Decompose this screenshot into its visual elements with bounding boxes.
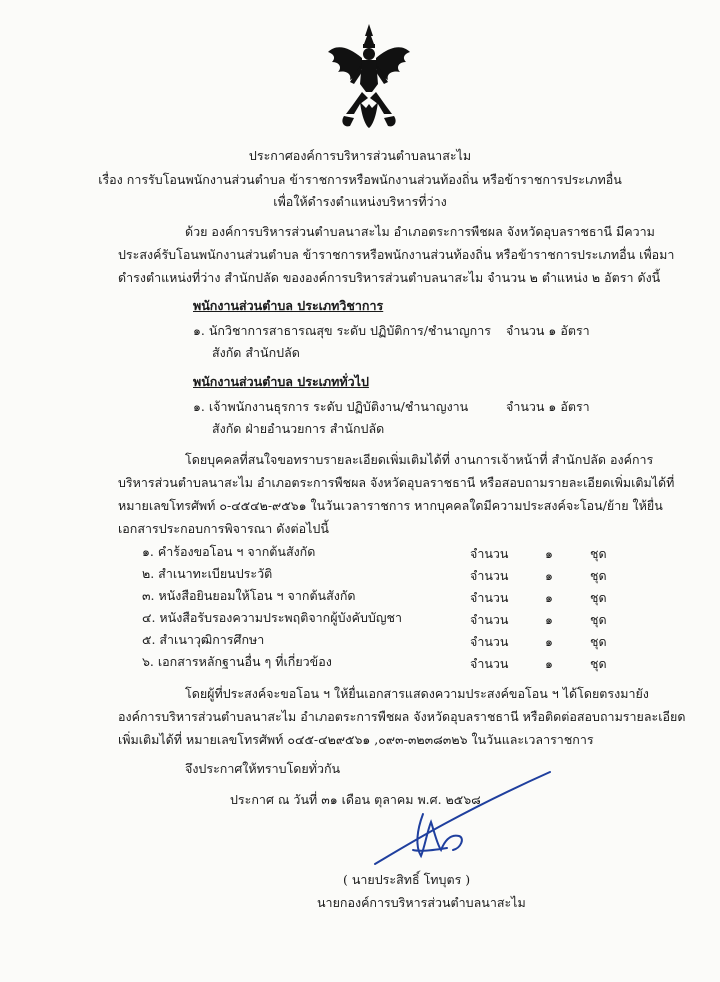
- section-academic-heading: พนักงานส่วนตำบล ประเภทวิชาการ: [193, 298, 384, 313]
- general-position-item: ๑. เจ้าพนักงานธุรการ ระดับ ปฏิบัติงาน/ชำนาญงาน: [193, 399, 469, 414]
- document-item: ๑. คำร้องขอโอน ฯ จากต้นสังกัด: [142, 544, 316, 559]
- academic-position-qty: จำนวน ๑ อัตรา: [506, 323, 590, 338]
- contact-line-4: เอกสารประกอบการพิจารณา ดังต่อไปนี้: [118, 521, 329, 536]
- academic-position-item: ๑. นักวิชาการสาธารณสุข ระดับ ปฏิบัติการ/ชำนาญการ: [193, 323, 491, 338]
- intro-line-1: ด้วย องค์การบริหารส่วนตำบลนาสะไม อำเภอตระการพืชผล จังหวัดอุบลราชธานี มีความ: [185, 224, 655, 239]
- signer-name: ( นายประสิทธิ์ โทบุตร ): [343, 872, 471, 887]
- closing-line: จึงประกาศให้ทราบโดยทั่วกัน: [185, 761, 341, 776]
- subject-line-1: เรื่อง การรับโอนพนักงานส่วนตำบล ข้าราชการหรือพนักงานส่วนท้องถิ่น หรือข้าราชการประเภทอื่น: [98, 172, 622, 187]
- document-unit: ชุด: [590, 546, 607, 561]
- contact-line-3: หมายเลขโทรศัพท์ ๐-๔๕๔๒-๙๕๖๑ ในวันเวลาราชการ หากบุคคลใดมีความประสงค์จะโอน/ย้าย ให้ยื่น: [118, 498, 663, 513]
- document-qty-label: จำนวน: [470, 546, 509, 561]
- document-qty: ๑: [545, 568, 553, 583]
- document-qty: ๑: [545, 612, 553, 627]
- document-unit: ชุด: [590, 590, 607, 605]
- document-qty-label: จำนวน: [470, 568, 509, 583]
- document-item: ๔. หนังสือรับรองความประพฤติจากผู้บังคับบัญชา: [142, 610, 402, 625]
- document-qty-label: จำนวน: [470, 634, 509, 649]
- document-unit: ชุด: [590, 656, 607, 671]
- document-qty-label: จำนวน: [470, 656, 509, 671]
- document-qty: ๑: [545, 590, 553, 605]
- signature-icon: [355, 770, 555, 870]
- document-item: ๒. สำเนาทะเบียนประวัติ: [142, 566, 273, 581]
- intro-line-2: ประสงค์รับโอนพนักงานส่วนตำบล ข้าราชการหรือพนักงานส่วนท้องถิ่น หรือข้าราชการประเภทอื่น เพื่อมา: [118, 247, 675, 262]
- apply-line-3: เพิ่มเติมได้ที่ หมายเลขโทรศัพท์ ๐๔๕-๔๒๙๕๖๑ ,๐๙๓-๓๒๓๘๓๒๖ ในวันและเวลาราชการ: [118, 732, 594, 747]
- garuda-emblem-icon: [326, 22, 412, 130]
- contact-line-1: โดยบุคคลที่สนใจขอทราบรายละเอียดเพิ่มเติมได้ที่ งานการเจ้าหน้าที่ สำนักปลัด องค์การ: [185, 452, 654, 467]
- document-unit: ชุด: [590, 634, 607, 649]
- apply-line-1: โดยผู้ที่ประสงค์จะขอโอน ฯ ให้ยื่นเอกสารแสดงความประสงค์ขอโอน ฯ ได้โดยตรงมายัง: [185, 686, 649, 701]
- intro-line-3: ดำรงตำแหน่งที่ว่าง สำนักปลัด ขององค์การบริหารส่วนตำบลนาสะไม จำนวน ๒ ตำแหน่ง ๒ อัตรา ดังนี้: [118, 270, 661, 285]
- contact-line-2: บริหารส่วนตำบลนาสะไม อำเภอตระการพืชผล จังหวัดอุบลราชธานี หรือสอบถามรายละเอียดเพิ่มเติมได้ที่: [118, 475, 675, 490]
- date-line: ประกาศ ณ วันที่ ๓๑ เดือน ตุลาคม พ.ศ. ๒๕๖๘: [230, 792, 481, 807]
- document-item: ๓. หนังสือยินยอมให้โอน ฯ จากต้นสังกัด: [142, 588, 356, 603]
- document-qty: ๑: [545, 656, 553, 671]
- signer-position: นายกองค์การบริหารส่วนตำบลนาสะไม: [317, 895, 526, 910]
- document-qty: ๑: [545, 634, 553, 649]
- apply-line-2: องค์การบริหารส่วนตำบลนาสะไม อำเภอตระการพืชผล จังหวัดอุบลราชธานี หรือติดต่อสอบถามรายละเอียด: [118, 709, 686, 724]
- document-qty-label: จำนวน: [470, 590, 509, 605]
- subject-line-2: เพื่อให้ดำรงตำแหน่งบริหารที่ว่าง: [273, 194, 447, 209]
- document-qty-label: จำนวน: [470, 612, 509, 627]
- document-item: ๕. สำเนาวุฒิการศึกษา: [142, 632, 265, 647]
- general-affiliation: สังกัด ฝ่ายอำนวยการ สำนักปลัด: [212, 421, 385, 436]
- section-general-heading: พนักงานส่วนตำบล ประเภททั่วไป: [193, 374, 369, 389]
- document-qty: ๑: [545, 546, 553, 561]
- org-title: ประกาศองค์การบริหารส่วนตำบลนาสะไม: [248, 148, 472, 163]
- academic-affiliation: สังกัด สำนักปลัด: [212, 345, 300, 360]
- general-position-qty: จำนวน ๑ อัตรา: [506, 399, 590, 414]
- document-item: ๖. เอกสารหลักฐานอื่น ๆ ที่เกี่ยวข้อง: [142, 654, 332, 669]
- document-unit: ชุด: [590, 568, 607, 583]
- document-unit: ชุด: [590, 612, 607, 627]
